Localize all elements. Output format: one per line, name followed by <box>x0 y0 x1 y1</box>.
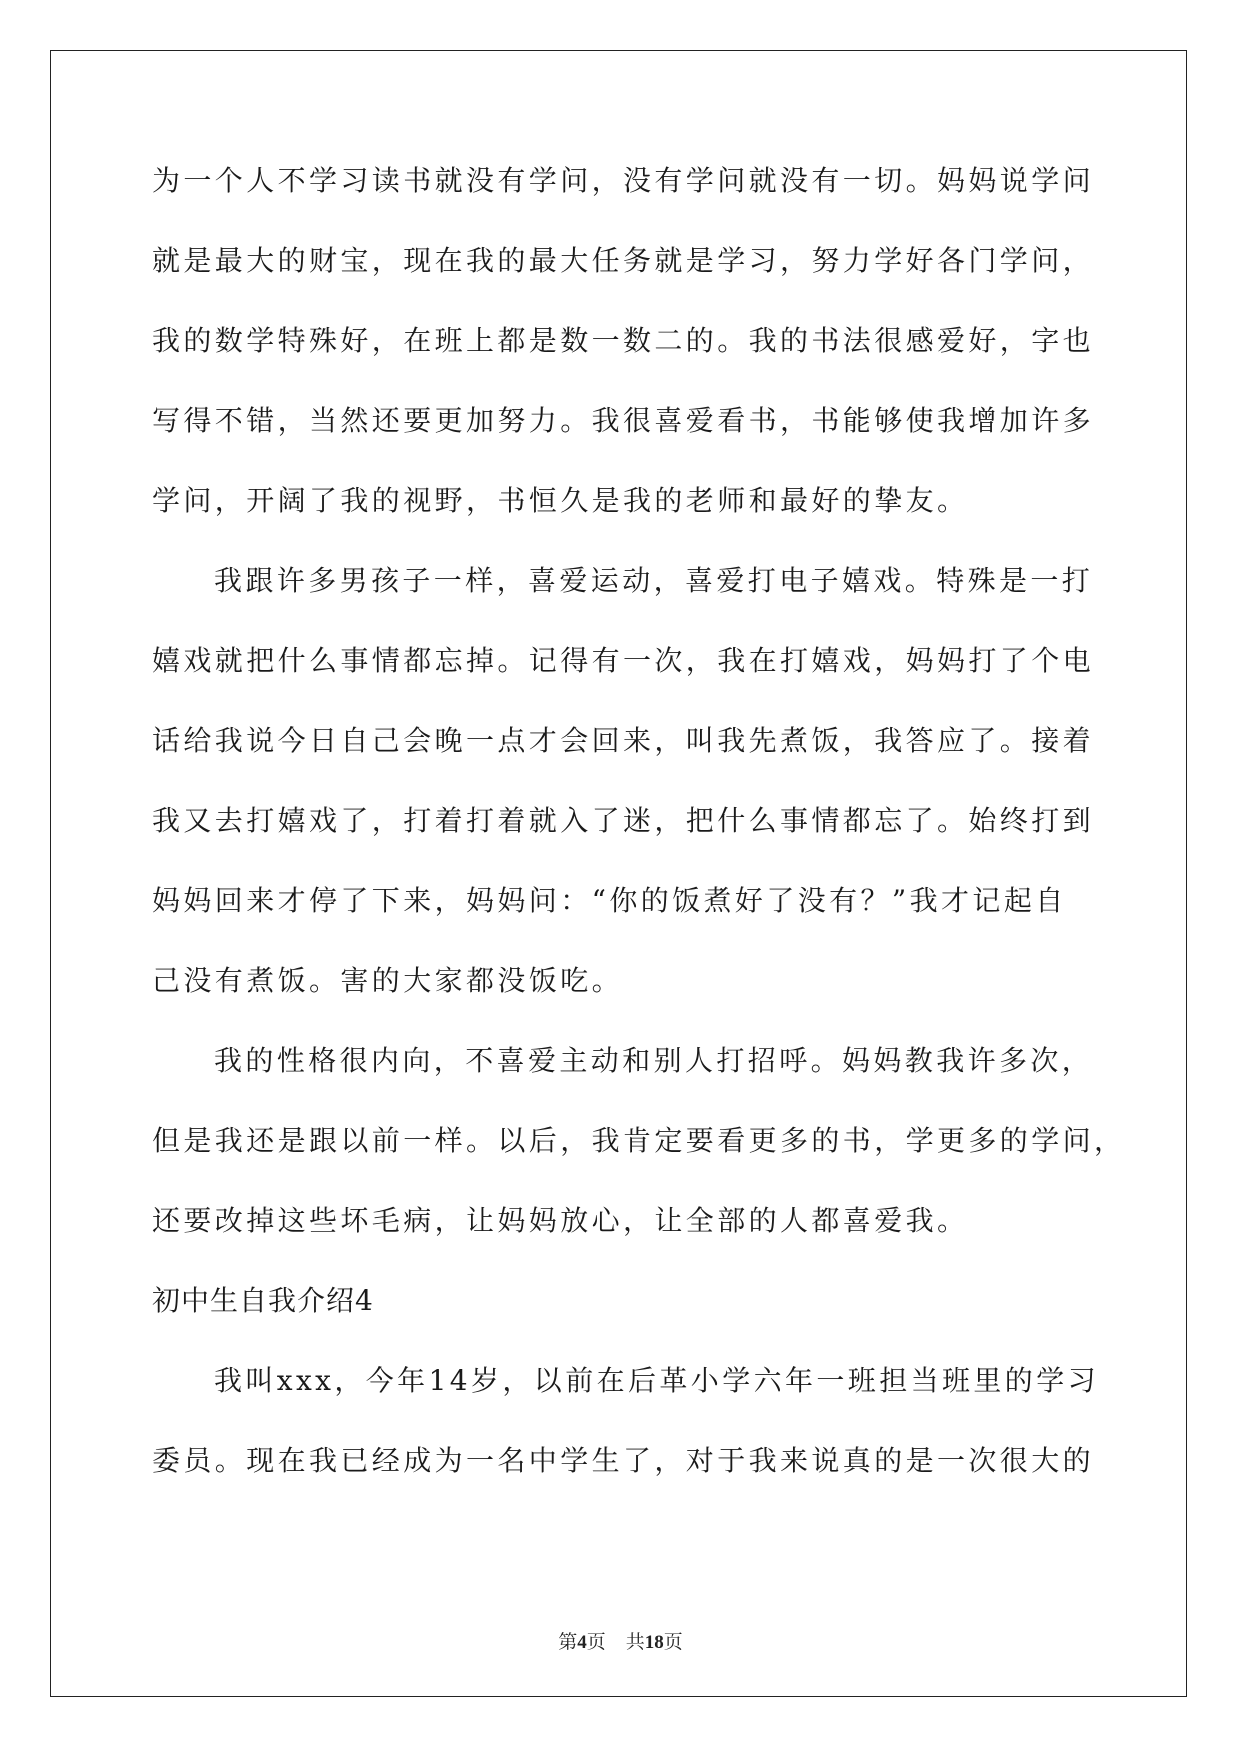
total-page-count: 18 <box>644 1632 664 1653</box>
paragraph-start-line: 我的性格很内向，不喜爱主动和别人打招呼。妈妈教我许多次， <box>214 1044 1094 1077</box>
text-line: 嬉戏就把什么事情都忘掉。记得有一次，我在打嬉戏，妈妈打了个电 <box>152 644 1095 677</box>
document-body <box>152 160 1126 1520</box>
footer-prefix: 第 <box>558 1632 578 1653</box>
paragraph-start-line: 我跟许多男孩子一样，喜爱运动，喜爱打电子嬉戏。特殊是一打 <box>214 564 1094 597</box>
text-line: 我的数学特殊好，在班上都是数一数二的。我的书法很感爱好，字也 <box>152 324 1095 357</box>
page-footer <box>0 1627 1241 1654</box>
text-line: 为一个人不学习读书就没有学问，没有学问就没有一切。妈妈说学问 <box>152 164 1095 197</box>
footer-total-prefix: 共 <box>625 1632 645 1653</box>
text-line: 妈妈回来才停了下来，妈妈问：“你的饭煮好了没有？”我才记起自 <box>152 884 1067 917</box>
text-line: 委员。现在我已经成为一名中学生了，对于我来说真的是一次很大的 <box>152 1444 1095 1477</box>
text-line: 己没有煮饭。害的大家都没饭吃。 <box>152 964 624 997</box>
text-line: 我又去打嬉戏了，打着打着就入了迷，把什么事情都忘了。始终打到 <box>152 804 1095 837</box>
text-line: 写得不错，当然还要更加努力。我很喜爱看书，书能够使我增加许多 <box>152 404 1095 437</box>
section-heading: 初中生自我介绍4 <box>152 1284 374 1317</box>
text-line: 但是我还是跟以前一样。以后，我肯定要看更多的书，学更多的学问， <box>152 1124 1126 1157</box>
text-line: 就是最大的财宝，现在我的最大任务就是学习，努力学好各门学问， <box>152 244 1095 277</box>
text-line: 学问，开阔了我的视野，书恒久是我的老师和最好的挚友。 <box>152 484 969 517</box>
paragraph-start-line: 我叫xxx，今年14岁，以前在后革小学六年一班担当班里的学习 <box>214 1364 1100 1397</box>
text-line: 话给我说今日自己会晚一点才会回来，叫我先煮饭，我答应了。接着 <box>152 724 1095 757</box>
current-page-number: 4 <box>577 1632 587 1653</box>
footer-page-suffix: 页 <box>586 1632 606 1653</box>
text-line: 还要改掉这些坏毛病，让妈妈放心，让全部的人都喜爱我。 <box>152 1204 969 1237</box>
footer-total-suffix: 页 <box>663 1632 683 1653</box>
